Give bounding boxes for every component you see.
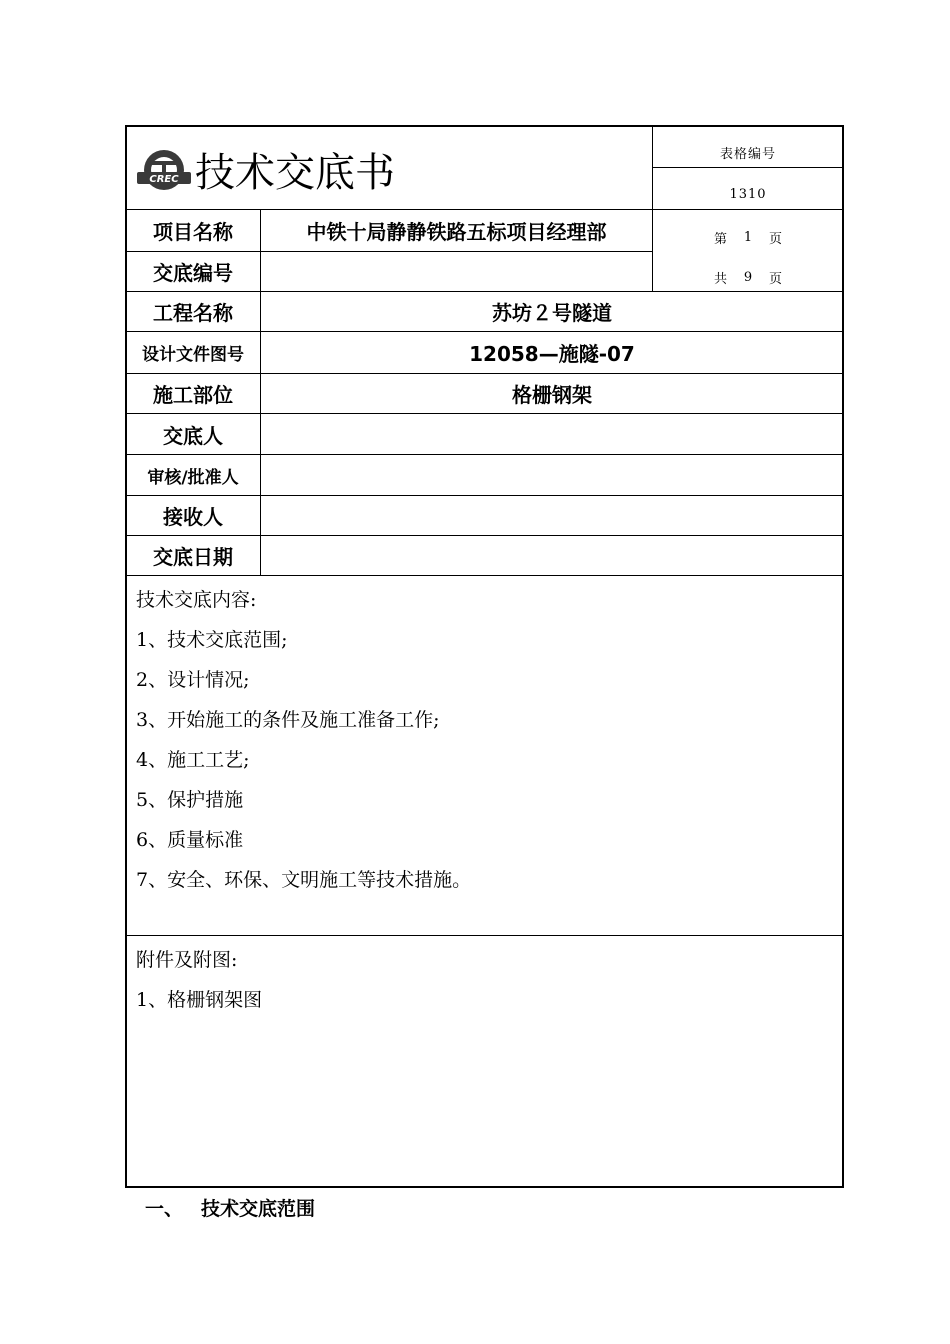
engineering-name-label: 工程名称 xyxy=(153,301,233,325)
reviewer-value xyxy=(261,455,843,495)
list-item: 3、开始施工的条件及施工准备工作; xyxy=(136,709,440,731)
crec-logo-icon xyxy=(135,148,193,192)
attachments-section xyxy=(136,940,262,1020)
form-no-label: 表格编号 xyxy=(719,147,776,162)
design-doc-value: 12058—施隧-07 xyxy=(469,342,635,366)
divider-content xyxy=(126,935,843,936)
date-value xyxy=(261,536,843,575)
receiver-label: 接收人 xyxy=(163,505,223,529)
divider-date xyxy=(126,575,843,576)
discloser-label: 交底人 xyxy=(163,423,223,448)
discloser-value xyxy=(261,414,843,454)
construction-part-value: 格栅钢架 xyxy=(512,383,592,407)
attachments-heading: 附件及附图: xyxy=(136,949,238,971)
project-name-label: 项目名称 xyxy=(153,220,233,244)
list-item: 5、保护措施 xyxy=(136,789,244,811)
document-title: 技术交底书 xyxy=(195,150,395,196)
form-no-value: 1310 xyxy=(729,187,767,202)
project-name-value: 中铁十局静静铁路五标项目经理部 xyxy=(306,220,607,244)
design-doc-label: 设计文件图号 xyxy=(142,345,244,365)
page-total: 共 9 页 xyxy=(713,269,783,287)
header-brand xyxy=(135,141,395,198)
divider-form-no xyxy=(652,167,843,168)
date-label: 交底日期 xyxy=(153,545,233,569)
list-item: 6、质量标准 xyxy=(136,829,244,851)
page-current-number: 1 xyxy=(743,229,753,245)
list-item: 7、安全、环保、文明施工等技术措施。 xyxy=(136,869,472,891)
disclosure-no-value xyxy=(261,252,652,291)
section-number: 一、 xyxy=(145,1198,184,1220)
section-title: 技术交底范围 xyxy=(201,1198,316,1220)
page-total-number: 9 xyxy=(743,269,753,285)
reviewer-label: 审核/批准人 xyxy=(147,467,239,488)
receiver-value xyxy=(261,496,843,535)
svg-text:CREC: CREC xyxy=(149,173,179,185)
section-heading xyxy=(145,1194,315,1221)
list-item: 1、技术交底范围; xyxy=(136,629,288,651)
content-heading: 技术交底内容: xyxy=(136,589,257,611)
content-section xyxy=(136,580,471,900)
page-current: 第 1 页 xyxy=(713,229,783,247)
list-item: 2、设计情况; xyxy=(136,669,250,691)
construction-part-label: 施工部位 xyxy=(153,383,233,407)
disclosure-no-label: 交底编号 xyxy=(153,261,233,285)
list-item: 1、格栅钢架图 xyxy=(136,989,263,1011)
list-item: 4、施工工艺; xyxy=(136,749,250,771)
engineering-name-value: 苏坊２号隧道 xyxy=(492,301,612,325)
